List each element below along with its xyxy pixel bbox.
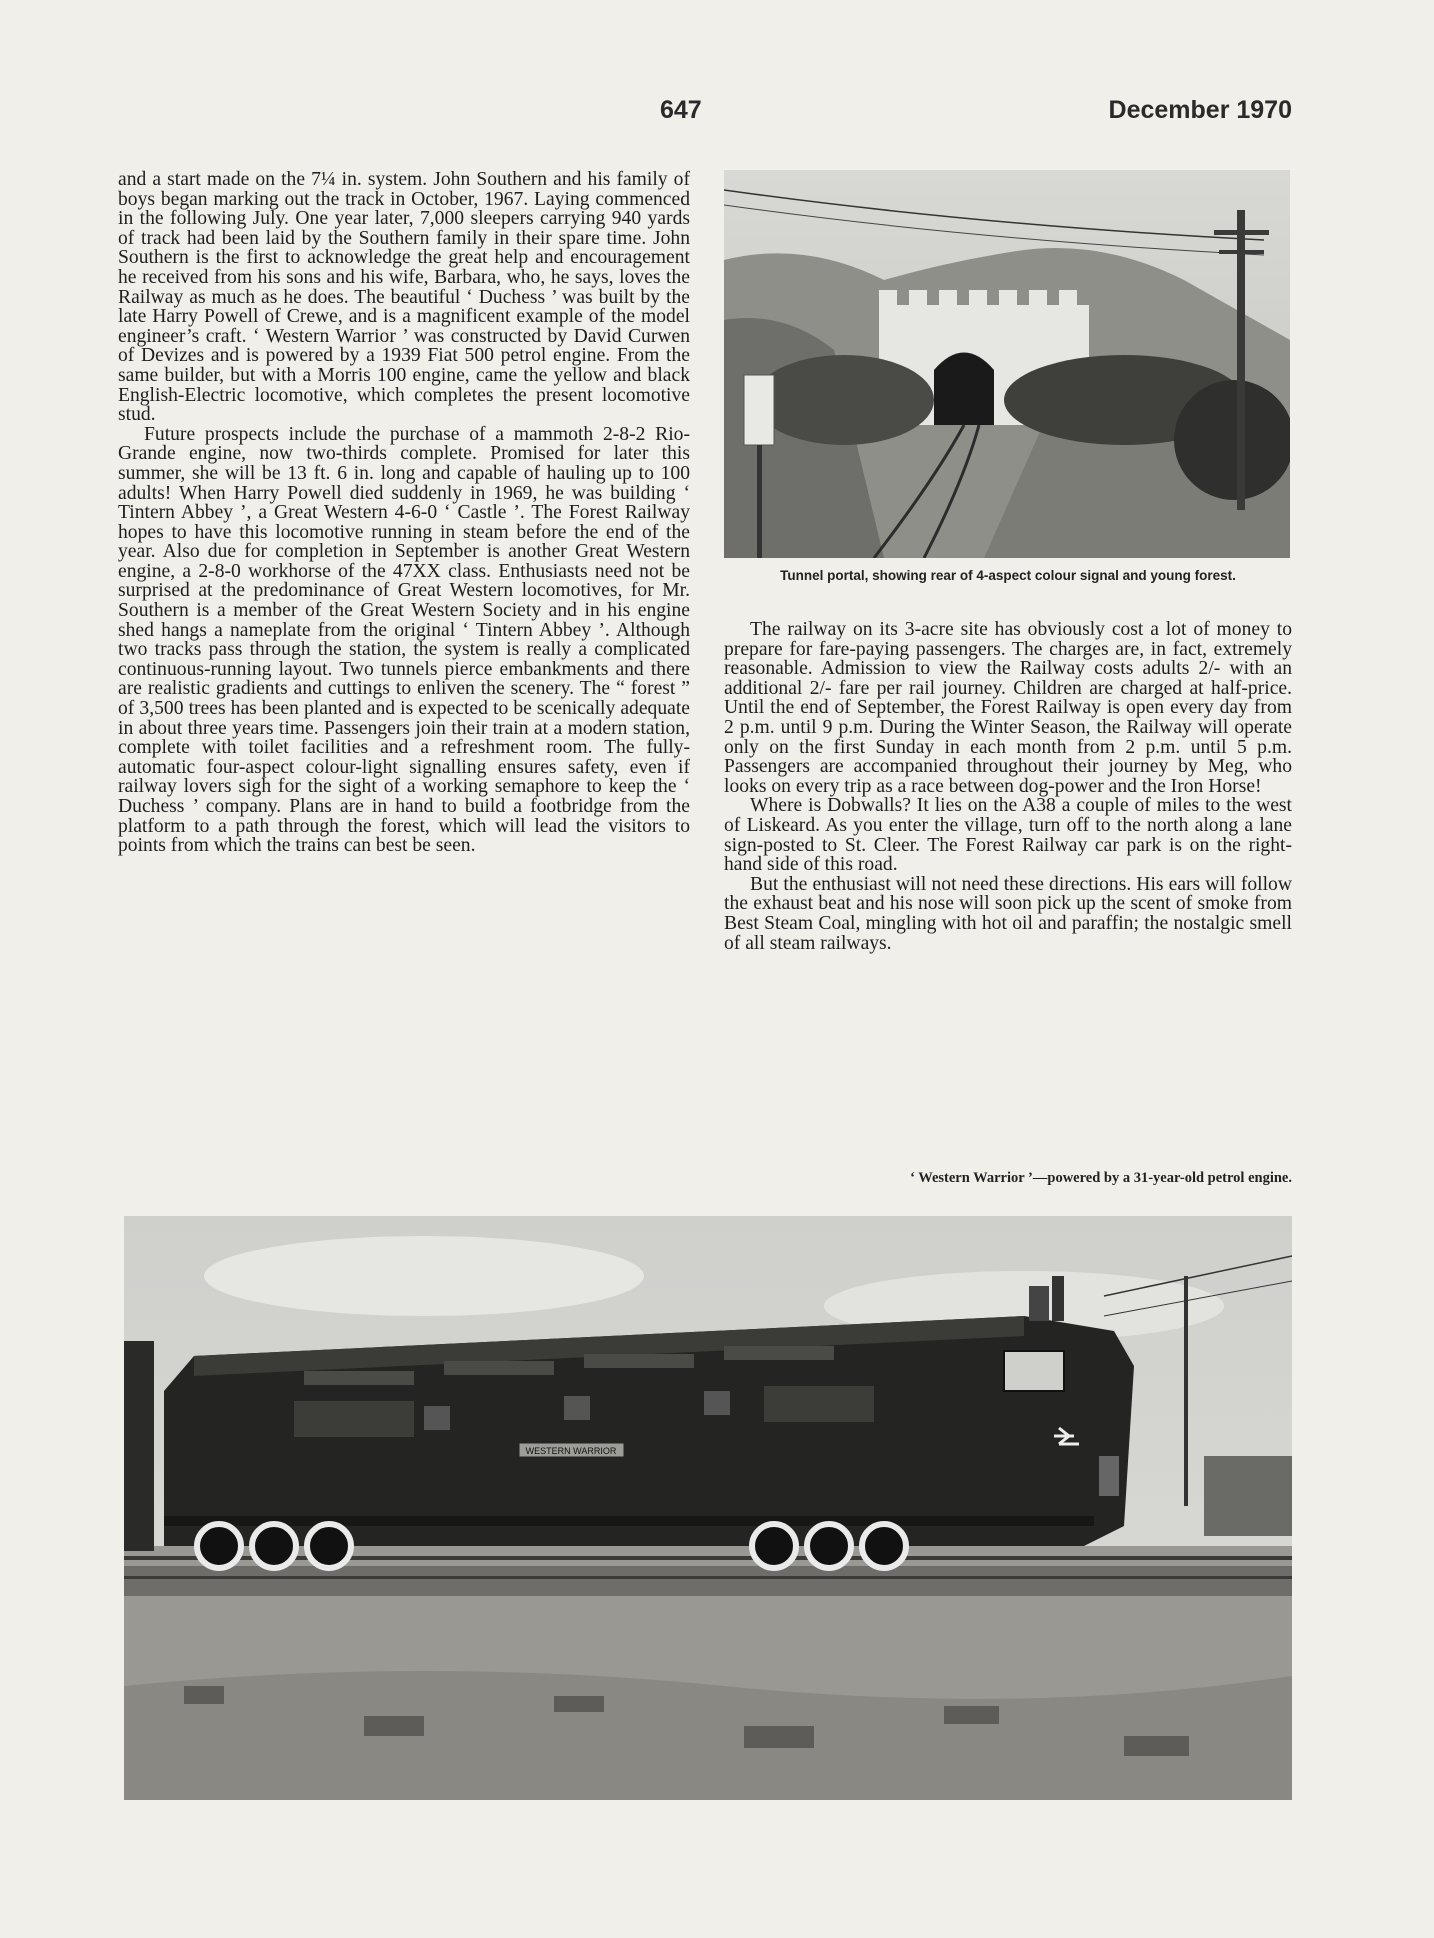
paragraph: Future prospects include the purchase of a mammoth 2-8-2 Rio-Grande engine, now two-thirds complete. Promised for later this summer, she will be 13 ft. 6 in. long and capable of hauling up to 100 adults! When Harry Powell died suddenly in 1969, he was building ‘ Tintern Abbey ’, a Great Western 4-6-0 ‘ Castle ’. The Forest Railway hopes to have this locomotive running in steam before the end of the year. Also due for completion in September is another Great Western engine, a 2-8-0 workhorse of the 47XX class. Enthusiasts need not be surprised at the predominance of Great Western locomotives, for Mr. Southern is a member of the Great Western Society and in his engine shed hangs a nameplate from the original ‘ Tintern Abbey ’. Although two tracks pass through the station, the system is really a complicated continuous-running layout. Two tunnels pierce embankments and there are realistic gradients and cuttings to enliven the scenery. The “ forest ” of 3,500 trees has been planted and is expected to be scenically adequate in about three years time. Passengers join their train at a modern station, complete with toilet facilities and a refreshment room. The fully-automatic four-aspect colour-light signalling ensures safety, even if railway lovers sigh for the sight of a working semaphore to keep the ‘ Duchess ’ company. Plans are in hand to build a footbridge from the platform to a path through the forest, which will lead the visitors to points from which the trains can best be seen.	[118, 423, 690, 857]
paragraph: But the enthusiast will not need these directions. His ears will follow the exhaust beat and his nose will soon pick up the scent of smoke from Best Steam Coal, mingling with hot oil and paraffin; the nostalgic smell of all steam railways.	[724, 873, 1292, 954]
nameplate-text: WESTERN WARRIOR	[525, 1446, 617, 1456]
paragraph: Where is Dobwalls? It lies on the A38 a couple of miles to the west of Liskeard. As you enter the village, turn off to the north along a lane sign-posted to St. Cleer. The Forest Railway car park is on the right-hand side of this road.	[724, 795, 1292, 876]
page-number: 647	[660, 96, 702, 124]
paragraph: The railway on its 3-acre site has obviously cost a lot of money to prepare for fare-paying passengers. The charges are, in fact, extremely reasonable. Admission to view the Railway costs adults 2/- with an additional 2/- fare per rail journey. Children are charged at half-price. Until the end of September, the Forest Railway is open every day from 2 p.m. until 9 p.m. During the Winter Season, the Railway will operate only on the first Sunday in each month from 2 p.m. until 5 p.m. Passengers are accompanied throughout their journey by Meg, who looks on every trip as a race between dog-power and the Iron Horse!	[724, 619, 1292, 797]
paragraph: and a start made on the 7¼ in. system. John Southern and his family of boys began marking out the track in October, 1967. Laying commenced in the following July. One year later, 7,000 sleepers carrying 940 yards of track had been laid by the Southern family in their spare time. John Southern is the first to acknowledge the great help and encouragement he received from his sons and his wife, Barbara, who, he says, loves the Railway as much as he does. The beautiful ‘ Duchess ’ was built by the late Harry Powell of Crewe, and is a magnificent example of the model engineer’s craft. ‘ Western Warrior ’ was constructed by David Curwen of Devizes and is powered by a 1939 Fiat 500 petrol engine. From the same builder, but with a Morris 100 engine, came the yellow and black English-Electric locomotive, which completes the present locomotive stud.	[118, 169, 690, 426]
left-column	[118, 170, 690, 856]
locomotive-photo-caption: ‘ Western Warrior ’—powered by a 31-year-old petrol engine.	[910, 1170, 1292, 1186]
tunnel-portal-photo	[724, 170, 1290, 558]
western-warrior-locomotive-photo	[124, 1216, 1292, 1800]
right-column	[724, 620, 1292, 953]
issue-date: December 1970	[1108, 96, 1292, 124]
tunnel-photo-caption: Tunnel portal, showing rear of 4-aspect colour signal and young forest.	[780, 568, 1236, 583]
